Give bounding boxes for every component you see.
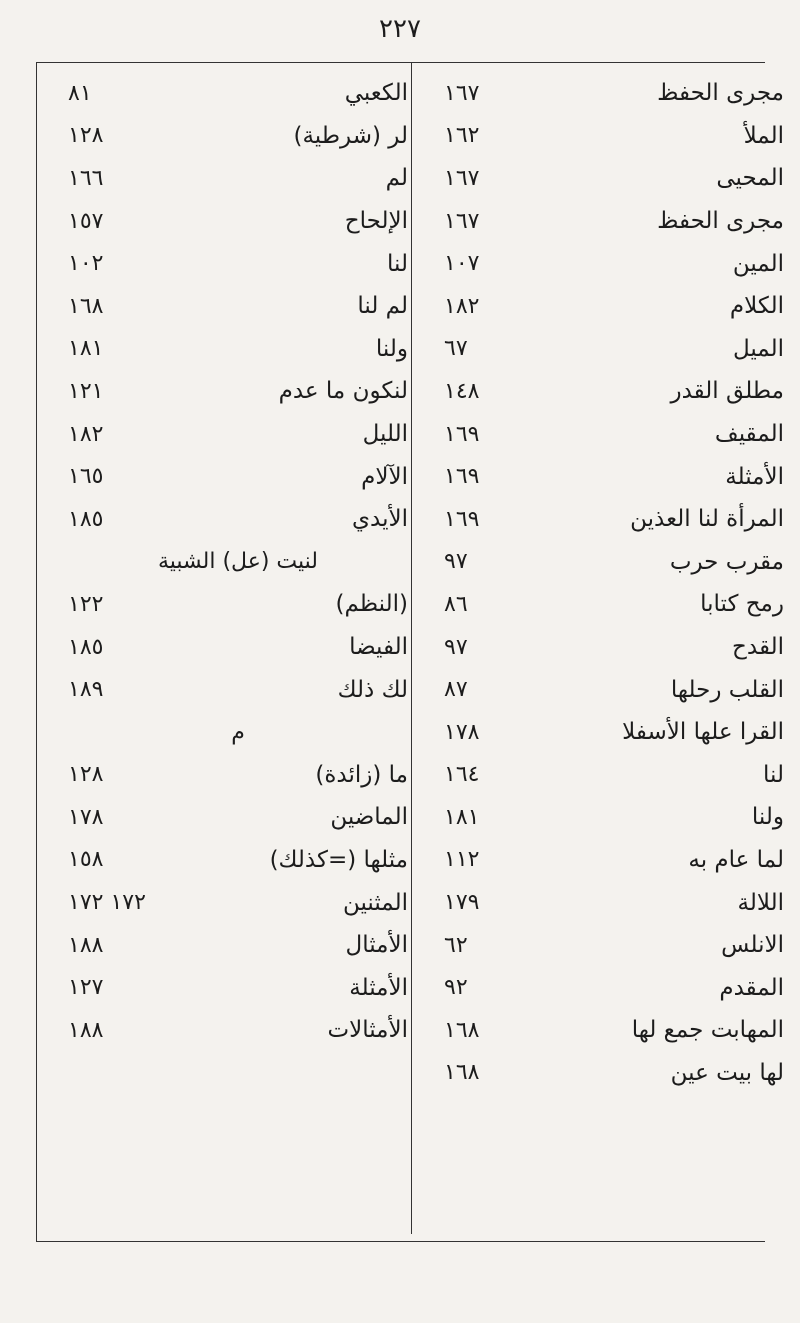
index-column-left — [68, 72, 408, 1052]
index-entry — [444, 1052, 784, 1095]
index-entry — [68, 115, 408, 158]
index-term: الأمثالات — [327, 1017, 408, 1044]
index-term: المهابت جمع لها — [631, 1017, 784, 1044]
index-entry — [68, 72, 408, 115]
page-reference: ١٥٨ — [68, 847, 104, 873]
index-entry — [444, 626, 784, 669]
page-reference: ١٢١ — [68, 378, 104, 404]
index-entry — [444, 583, 784, 626]
index-entry — [444, 413, 784, 456]
index-term: لر (شرطية) — [293, 122, 408, 149]
index-entry — [68, 498, 408, 541]
index-entry — [68, 370, 408, 413]
page-reference: ١٠٢ — [68, 251, 104, 277]
index-term: اللالة — [737, 889, 784, 916]
index-term: الأيدي — [352, 506, 408, 533]
page-reference: ١٢٨ — [68, 762, 104, 788]
index-term: رمح كتابا — [700, 591, 784, 618]
index-entry — [444, 72, 784, 115]
index-term: المثنين — [342, 889, 408, 916]
page-reference: ١٨٨ — [68, 932, 104, 958]
index-term: لها بيت عين — [670, 1059, 784, 1086]
index-term: المقدم — [719, 974, 784, 1001]
index-term: الماضين — [330, 804, 408, 831]
index-term: (النظم) — [335, 591, 408, 618]
index-term: المحيى — [716, 165, 784, 192]
index-entry — [444, 200, 784, 243]
index-term: الإلحاح — [344, 208, 408, 235]
index-entry — [444, 668, 784, 711]
index-entry — [444, 242, 784, 285]
index-term: الانلس — [721, 932, 784, 959]
index-entry — [444, 924, 784, 967]
index-term: الليل — [362, 421, 408, 448]
index-entry — [68, 455, 408, 498]
page-reference: ١٨٥ — [68, 634, 104, 660]
index-term: ولنا — [375, 335, 408, 362]
index-entry — [444, 455, 784, 498]
page-number: ٢٢٧ — [379, 14, 421, 44]
index-column-right — [444, 72, 784, 1094]
page-reference: ١١٢ — [444, 847, 480, 873]
index-entry — [68, 1009, 408, 1052]
page-reference: ١٦٦ — [68, 165, 104, 191]
index-entry — [68, 413, 408, 456]
index-term: لم — [385, 165, 408, 192]
index-term: لك ذلك — [337, 676, 408, 703]
section-heading: م — [231, 719, 245, 745]
index-term: ما (زائدة) — [315, 761, 408, 788]
index-term: الأمثلة — [725, 463, 784, 490]
index-entry — [444, 1009, 784, 1052]
index-term: الملأ — [743, 122, 784, 149]
page-reference: ١٧٢ ١٧٢ — [68, 890, 146, 916]
index-term: مجرى الحفظ — [657, 80, 784, 107]
index-entry — [444, 498, 784, 541]
index-term: لنا — [387, 250, 408, 277]
page-reference: ١٦٤ — [444, 762, 480, 788]
page-reference: ١٦٩ — [444, 506, 480, 532]
index-term: مثلها (=كذلك) — [269, 846, 408, 873]
index-entry — [68, 839, 408, 882]
index-term: القلب رحلها — [670, 676, 784, 703]
index-entry — [68, 541, 408, 584]
index-term: مقرب حرب — [669, 548, 784, 575]
index-term: المقيف — [714, 421, 784, 448]
page-reference: ١٦٨ — [444, 1060, 480, 1086]
column-divider — [411, 62, 412, 1234]
page-reference: ١٦٧ — [444, 80, 480, 106]
index-entry — [444, 370, 784, 413]
index-term: ولنا — [751, 804, 784, 831]
page-reference: ١٢٧ — [68, 975, 104, 1001]
index-entry — [444, 796, 784, 839]
index-term: الأمثلة — [349, 974, 408, 1001]
page-reference: ١٦٨ — [444, 1017, 480, 1043]
page-reference: ١٠٧ — [444, 251, 480, 277]
index-term: لنا — [763, 761, 784, 788]
index-entry — [68, 711, 408, 754]
index-term: مجرى الحفظ — [657, 208, 784, 235]
page-reference: ١٨٩ — [68, 677, 104, 703]
index-term: القدح — [732, 634, 784, 661]
index-term: الكلام — [729, 293, 784, 320]
index-entry — [68, 796, 408, 839]
index-term: مطلق القدر — [670, 378, 784, 405]
index-entry — [444, 754, 784, 797]
page-reference: ١٦٥ — [68, 464, 104, 490]
page-reference: ١٧٨ — [68, 804, 104, 830]
index-entry — [68, 328, 408, 371]
index-term: القرا علها الأسفلا — [622, 719, 784, 746]
page-reference: ١٧٩ — [444, 890, 480, 916]
index-entry — [68, 754, 408, 797]
index-entry — [444, 711, 784, 754]
index-entry — [68, 626, 408, 669]
index-entry — [444, 328, 784, 371]
index-entry — [444, 157, 784, 200]
page-reference: ٨٧ — [444, 677, 468, 703]
page-reference: ١٦٢ — [444, 123, 480, 149]
page-reference: ١٦٧ — [444, 165, 480, 191]
index-entry — [68, 242, 408, 285]
index-term: الميل — [732, 335, 784, 362]
page-reference: ١٨١ — [68, 336, 104, 362]
index-entry — [68, 157, 408, 200]
page-reference: ١٦٩ — [444, 464, 480, 490]
page-reference: ١٥٧ — [68, 208, 104, 234]
page-reference: ٦٢ — [444, 932, 468, 958]
page-reference: ١٨٨ — [68, 1017, 104, 1043]
page-reference: ١٤٨ — [444, 378, 480, 404]
index-term: لم لنا — [357, 293, 408, 320]
page-reference: ٨٦ — [444, 591, 468, 617]
index-term: الكعبي — [344, 80, 408, 107]
page-reference: ١٨٢ — [68, 421, 104, 447]
index-entry — [444, 966, 784, 1009]
index-entry — [444, 541, 784, 584]
index-term: الأمثال — [345, 932, 408, 959]
page-reference: ٩٢ — [444, 975, 468, 1001]
index-entry — [68, 200, 408, 243]
index-entry — [68, 285, 408, 328]
page-reference: ٦٧ — [444, 336, 468, 362]
index-entry — [444, 881, 784, 924]
index-entry — [68, 668, 408, 711]
index-term: المين — [732, 250, 784, 277]
page-reference: ١٦٨ — [68, 293, 104, 319]
index-term: المرأة لنا العذين — [630, 506, 784, 533]
index-entry — [68, 924, 408, 967]
page-reference: ١٧٨ — [444, 719, 480, 745]
index-entry — [68, 881, 408, 924]
page-reference: ١٨٢ — [444, 293, 480, 319]
index-term: لما عام به — [688, 846, 784, 873]
index-entry — [444, 115, 784, 158]
section-heading: لنيت (عل) الشبية — [157, 549, 319, 575]
index-entry — [68, 966, 408, 1009]
page-reference: ١٦٧ — [444, 208, 480, 234]
index-term: الفيضا — [349, 634, 408, 661]
page-reference: ١٨٥ — [68, 506, 104, 532]
page-reference: ٨١ — [68, 80, 92, 106]
index-entry — [68, 583, 408, 626]
page-reference: ١٢٢ — [68, 591, 104, 617]
index-entry — [444, 285, 784, 328]
page-reference: ١٢٨ — [68, 123, 104, 149]
index-entry — [444, 839, 784, 882]
page-reference: ٩٧ — [444, 549, 468, 575]
index-term: لنكون ما عدم — [278, 378, 408, 405]
page-reference: ٩٧ — [444, 634, 468, 660]
page-reference: ١٨١ — [444, 804, 480, 830]
index-term: الآلام — [361, 463, 408, 490]
page-reference: ١٦٩ — [444, 421, 480, 447]
